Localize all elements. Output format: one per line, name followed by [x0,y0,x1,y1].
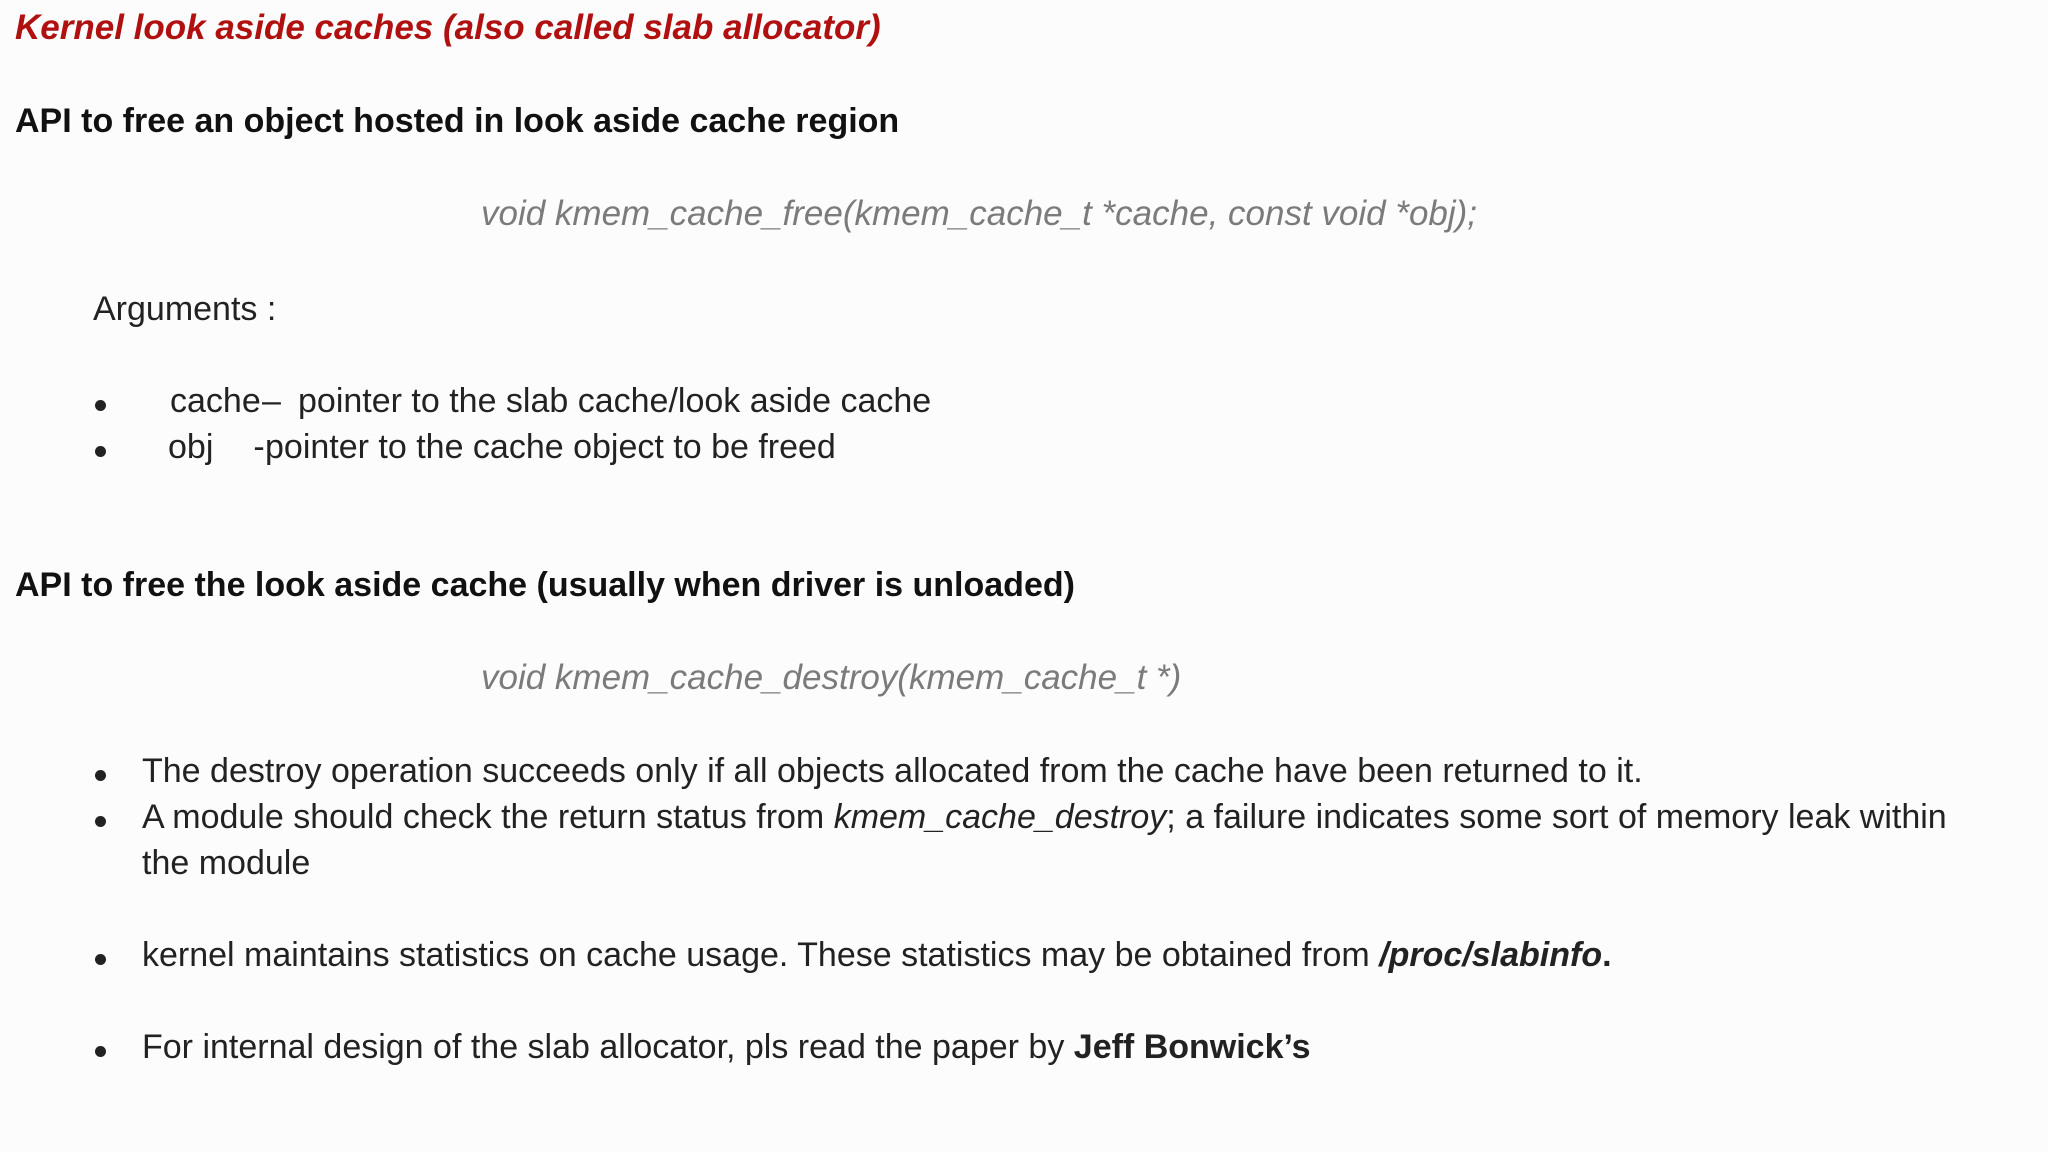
note-text-part: kernel maintains statistics on cache usage. These statistics may be obtained from [142,936,1380,974]
argument-name: cache [170,382,261,420]
slide-title: Kernel look aside caches (also called slab allocator) [15,8,881,47]
note-text-part: . [1602,936,1612,974]
bullet-dot [95,1046,106,1057]
note-text-continuation: the module [142,844,311,882]
argument-name: obj [168,428,214,466]
bullet-dot [95,816,106,827]
note-text [142,932,1612,978]
section-heading-destroy-cache: API to free the look aside cache (usually when driver is unloaded) [15,566,1075,604]
arguments-label: Arguments : [93,290,277,328]
argument-separator: - [225,428,275,466]
bullet-dot [95,400,106,411]
note-text [142,794,1947,840]
note-text [142,1024,1311,1070]
bullet-dot [95,770,106,781]
function-name-emphasis: kmem_cache_destroy [833,798,1167,836]
note-text-part: ; a failure indicates some sort of memory leak within [1166,798,1947,836]
argument-description: pointer to the cache object to be freed [265,428,836,466]
section-heading-free-object: API to free an object hosted in look aside cache region [15,102,900,140]
code-kmem-cache-destroy: void kmem_cache_destroy(kmem_cache_t *) [481,658,1182,697]
note-text-part: A module should check the return status from [142,798,834,836]
bullet-dot [95,954,106,965]
argument-separator: – [262,382,281,420]
code-kmem-cache-free: void kmem_cache_free(kmem_cache_t *cache, const void *obj); [481,194,1478,233]
proc-path-emphasis: /proc/slabinfo [1379,936,1603,974]
argument-description: pointer to the slab cache/look aside cache [298,382,932,420]
author-name-emphasis: Jeff Bonwick’s [1073,1028,1311,1066]
note-text-part: For internal design of the slab allocator, pls read the paper by [142,1028,1074,1066]
note-text: The destroy operation succeeds only if all objects allocated from the cache have been returned to it. [142,752,1643,790]
bullet-dot [95,446,106,457]
